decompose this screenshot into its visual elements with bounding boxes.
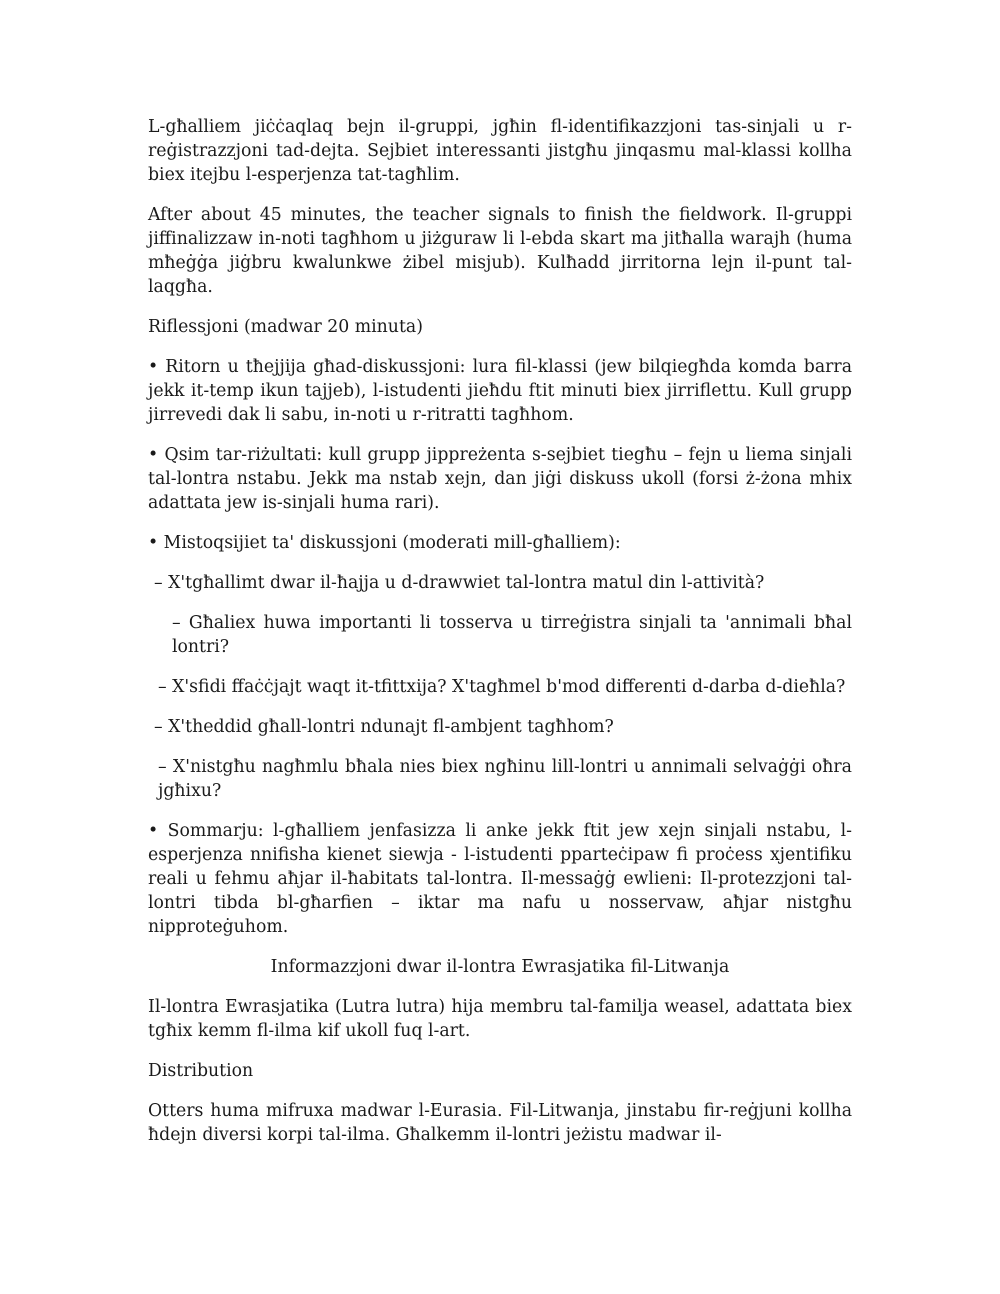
paragraph-distribution: Otters huma mifruxa madwar l-Eurasia. Fil-Litwanja, jinstabu fir-reġjuni kollha ħdejn diversi korpi tal-ilma. Għalkemm il-lontri jeżistu madwar il- bbox=[148, 1101, 852, 1145]
section-heading-otter-info: Informazzjoni dwar il-lontra Ewrasjatika fil-Litwanja bbox=[270, 957, 730, 977]
paragraph-otter-intro: Il-lontra Ewrasjatika (Lutra lutra) hija membru tal-familja weasel, adattata biex tgħix kemm fl-ilma kif ukoll fuq l-art. bbox=[148, 997, 852, 1041]
bullet-summary: • Sommarju: l-għalliem jenfasizza li anke jekk ftit jew xejn sinjali nstabu, l-esperjenza nnifisha kienet siewja - l-istudenti pparteċipaw fi proċess xjentifiku reali u fehmu aħjar il-ħabitats tal-lontra. Il-messaġġ ewlieni: Il-protezzjoni tal-lontri tibda bl-għarfien – iktar ma nafu u nosservaw, aħjar nistgħu nipproteġuhom. bbox=[148, 821, 852, 937]
bullet-discussion-questions: • Mistoqsijiet ta' diskussjoni (moderati mill-għalliem): bbox=[148, 533, 621, 553]
paragraph-teacher-role: L-għalliem jiċċaqlaq bejn il-gruppi, jgħin fl-identifikazzjoni tas-sinjali u r-reġistrazzjoni tad-dejta. Sejbiet interessanti jistgħu jinqasmu mal-klassi kollha biex itejbu l-esperjenza tat-tagħlim. bbox=[148, 117, 852, 185]
question-challenges: – X'sfidi ffaċċjajt waqt it-tfittxija? X'tagħmel b'mod differenti d-darba d-dieħla? bbox=[158, 677, 846, 697]
question-threats: – X'theddid għall-lontri ndunajt fl-ambjent tagħhom? bbox=[154, 717, 614, 737]
question-how-help: – X'nistgħu nagħmlu bħala nies biex ngħinu lill-lontri u annimali selvaġġi oħra jgħixu? bbox=[158, 757, 852, 801]
bullet-sharing-results: • Qsim tar-riżultati: kull grupp jippreżenta s-sejbiet tiegħu – fejn u liema sinjali tal-lontra nstabu. Jekk ma nstab xejn, dan jiġi diskuss ukoll (forsi ż-żona mhix adattata jew is-sinjali huma rari). bbox=[148, 445, 852, 513]
paragraph-finish-fieldwork: After about 45 minutes, the teacher signals to finish the fieldwork. Il-gruppi jiffinalizzaw in-noti tagħhom u jiżguraw li l-ebda skart ma jitħalla warajh (huma mħeġġa jiġbru kwalunkwe żibel misjub). Kulħadd jirritorna lejn il-punt tal-laqgħa. bbox=[148, 205, 852, 297]
section-heading-distribution: Distribution bbox=[148, 1061, 254, 1081]
document-page bbox=[148, 115, 852, 1163]
bullet-return-preparation: • Ritorn u tħejjija għad-diskussjoni: lura fil-klassi (jew bilqiegħda komda barra jekk it-temp ikun tajjeb), l-istudenti jieħdu ftit minuti biex jirriflettu. Kull grupp jirrevedi dak li sabu, in-noti u r-ritratti tagħhom. bbox=[148, 357, 852, 425]
section-heading-reflection: Riflessjoni (madwar 20 minuta) bbox=[148, 317, 423, 337]
question-what-learned: – X'tgħallimt dwar il-ħajja u d-drawwiet tal-lontra matul din l-attività? bbox=[154, 573, 765, 593]
question-why-important: – Għaliex huwa importanti li tosserva u tirreġistra sinjali ta 'annimali bħal lontri? bbox=[172, 613, 852, 657]
